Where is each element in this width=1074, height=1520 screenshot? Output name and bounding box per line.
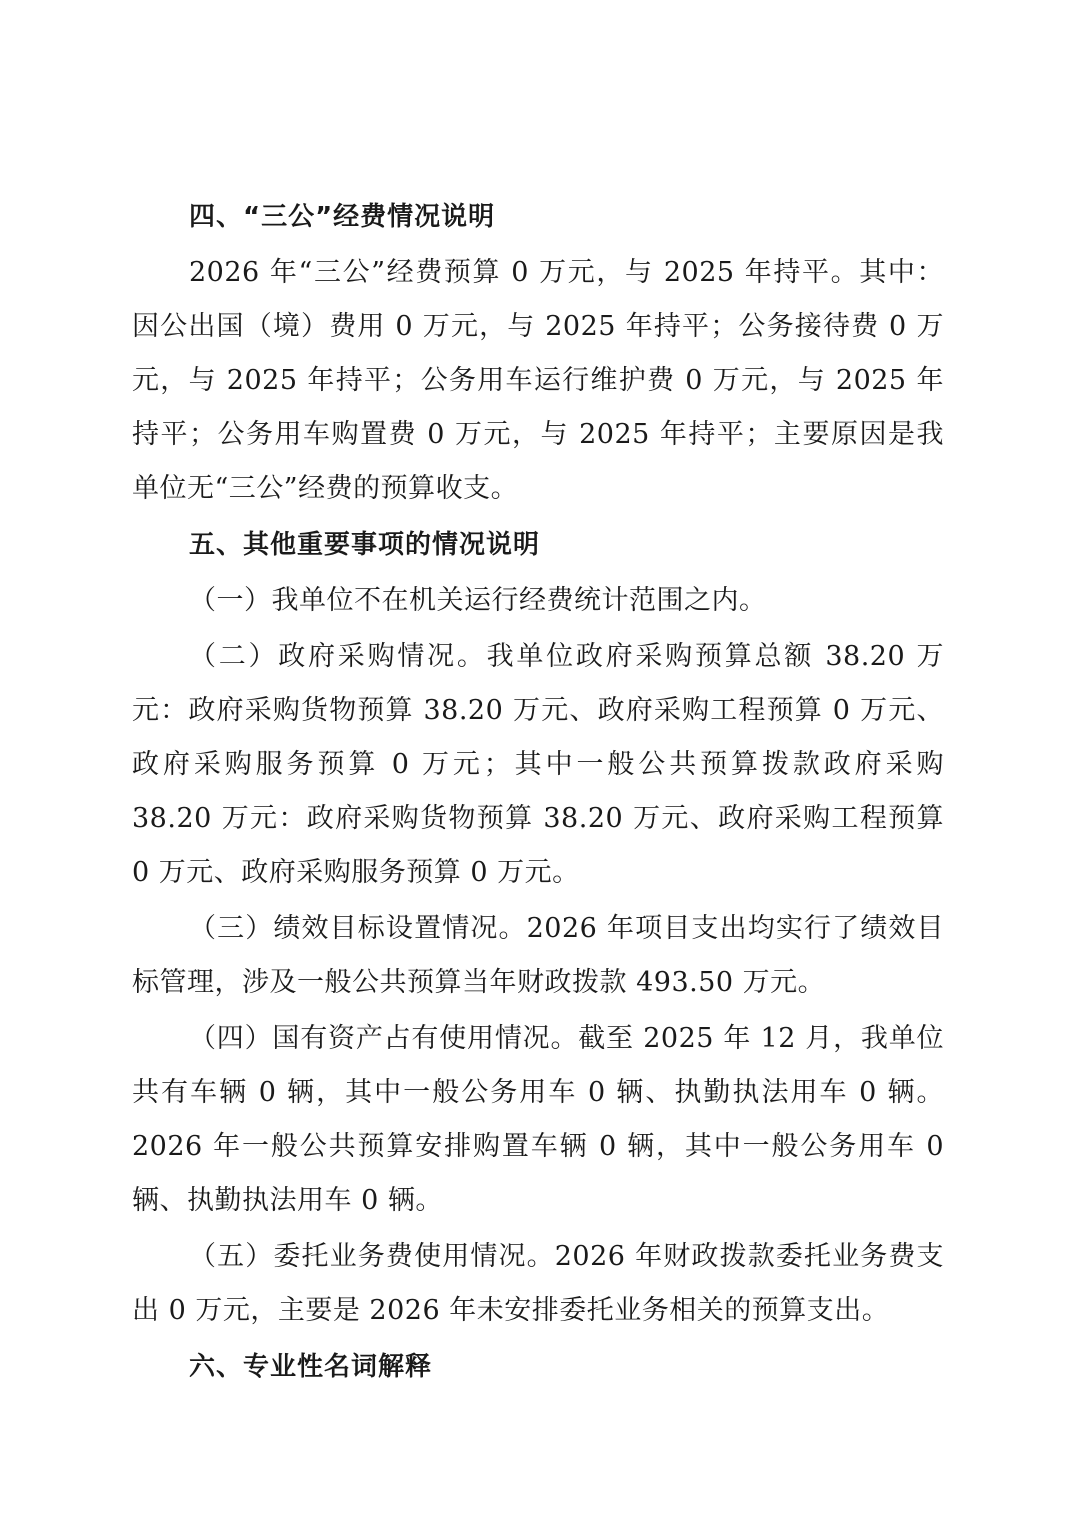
paragraph-commissioned-business: （五）委托业务费使用情况。2026 年财政拨款委托业务费支出 0 万元，主要是 2026 年未安排委托业务相关的预算支出。 <box>132 1241 944 1326</box>
section-heading-three-public-funds: 四、“三公”经费情况说明 <box>189 202 496 232</box>
paragraph-state-assets: （四）国有资产占有使用情况。截至 2025 年 12 月，我单位共有车辆 0 辆，其中一般公务用车 0 辆、执勤执法用车 0 辆。2026 年一般公共预算安排购置车辆 0 辆，其中一般公务用车 0 辆、执勤执法用车 0 辆。 <box>132 1023 944 1216</box>
paragraph-government-procurement: （二）政府采购情况。我单位政府采购预算总额 38.20 万元：政府采购货物预算 38.20 万元、政府采购工程预算 0 万元、政府采购服务预算 0 万元；其中一般公共预算拨款政府采购 38.20 万元：政府采购货物预算 38.20 万元、政府采购工程预算 0 万元、政府采购服务预算 0 万元。 <box>132 641 944 888</box>
section-heading-other-matters: 五、其他重要事项的情况说明 <box>189 530 541 560</box>
document-body <box>132 190 944 1396</box>
paragraph-three-public-funds: 2026 年“三公”经费预算 0 万元，与 2025 年持平。其中：因公出国（境）费用 0 万元，与 2025 年持平；公务接待费 0 万元，与 2025 年持平；公务用车运行维护费 0 万元，与 2025 年持平；公务用车购置费 0 万元，与 2025 年持平；主要原因是我单位无“三公”经费的预算收支。 <box>132 257 944 504</box>
paragraph-operating-expenses: （一）我单位不在机关运行经费统计范围之内。 <box>189 585 767 616</box>
paragraph-performance-targets: （三）绩效目标设置情况。2026 年项目支出均实行了绩效目标管理，涉及一般公共预算当年财政拨款 493.50 万元。 <box>132 913 944 998</box>
section-heading-terminology: 六、专业性名词解释 <box>189 1352 433 1382</box>
